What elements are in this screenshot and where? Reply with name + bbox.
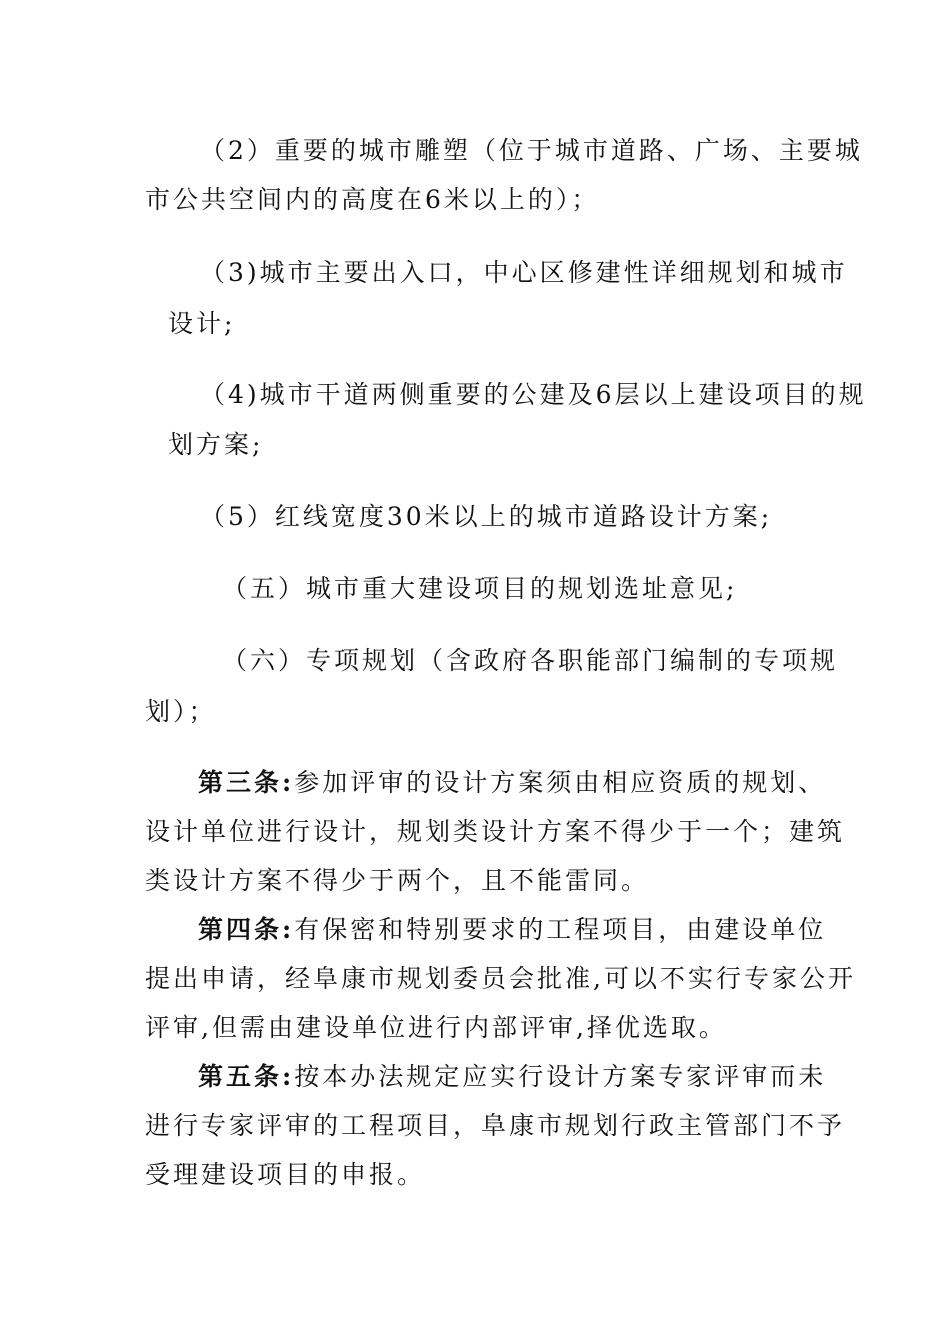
article-3-line-1 [198, 767, 826, 799]
item-wu-line-1: （五）城市重大建设项目的规划选址意见; [222, 574, 738, 603]
article-3-text-1: 参加评审的设计方案须由相应资质的规划、 [294, 768, 827, 797]
item-2-line-1: （2）重要的城市雕塑（位于城市道路、广场、主要城 [200, 136, 863, 165]
item-liu-line-1: （六）专项规划（含政府各职能部门编制的专项规 [222, 646, 839, 675]
item-4-line-2: 划方案; [168, 430, 264, 459]
article-5-line-1 [198, 1061, 826, 1093]
item-5-line-1: （5）红线宽度30米以上的城市道路设计方案; [200, 502, 773, 531]
article-3-heading: 第三条: [198, 768, 295, 797]
article-4-heading: 第四条: [198, 915, 295, 944]
article-4-text-1: 有保密和特别要求的工程项目，由建设单位 [294, 915, 827, 944]
article-5-line-2: 进行专家评审的工程项目，阜康市规划行政主管部门不予 [145, 1111, 846, 1140]
article-5-line-3: 受理建设项目的申报。 [145, 1160, 426, 1189]
item-liu-line-2: 划）； [145, 697, 217, 726]
article-5-text-1: 按本办法规定应实行设计方案专家评审而未 [294, 1062, 827, 1091]
item-2-line-2: 市公共空间内的高度在6米以上的）； [145, 185, 600, 214]
item-3-line-1: （3)城市主要出入口，中心区修建性详细规划和城市 [200, 258, 848, 287]
article-5-heading: 第五条: [198, 1062, 295, 1091]
item-3-line-2: 设计; [168, 309, 236, 338]
article-4-line-2: 提出申请，经阜康市规划委员会批准,可以不实行专家公开 [145, 964, 856, 993]
article-4-line-3: 评审,但需由建设单位进行内部评审,择优选取。 [145, 1013, 727, 1042]
item-4-line-1: （4)城市干道两侧重要的公建及6层以上建设项目的规 [200, 380, 867, 409]
article-4-line-1 [198, 914, 826, 946]
article-3-line-2: 设计单位进行设计，规划类设计方案不得少于一个；建筑 [145, 817, 846, 846]
article-3-line-3: 类设计方案不得少于两个，且不能雷同。 [145, 866, 650, 895]
